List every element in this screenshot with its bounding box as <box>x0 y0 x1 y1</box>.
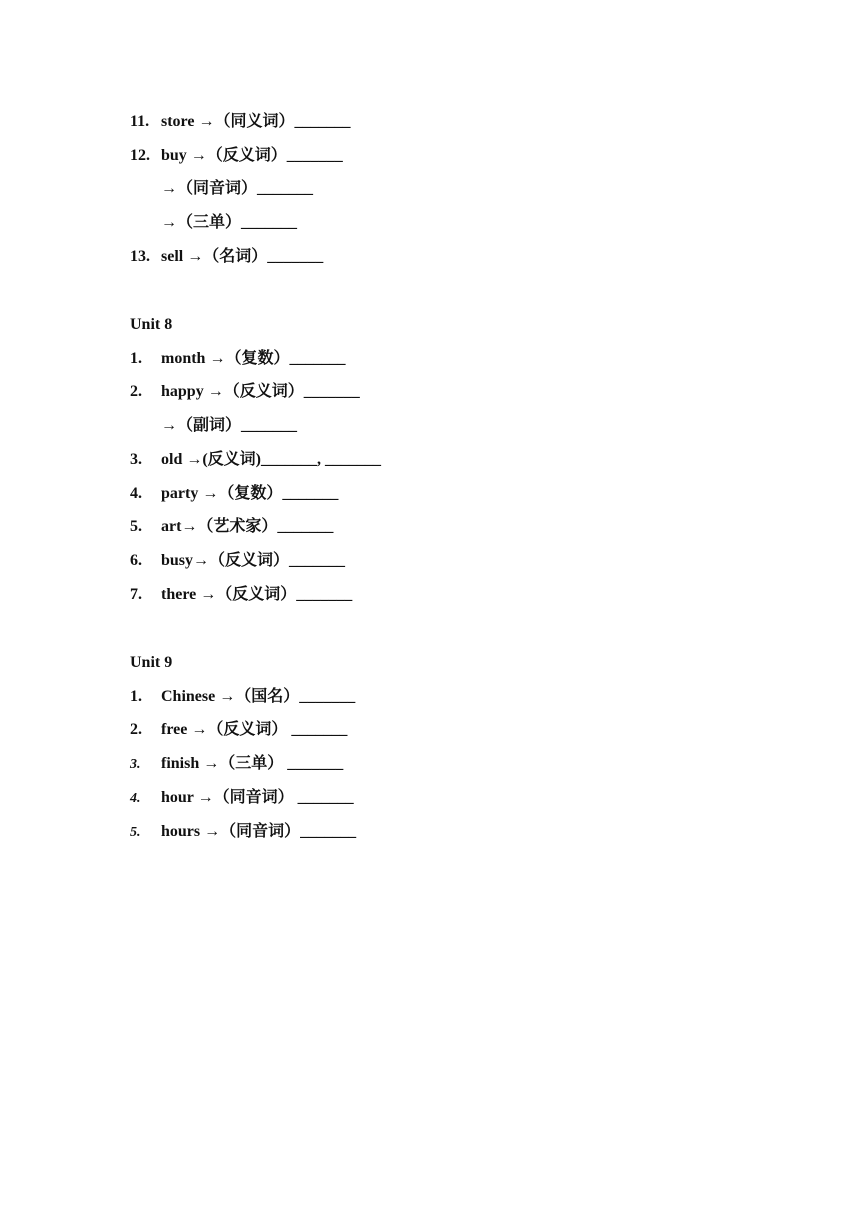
item-text: month →（复数）_______ <box>161 350 346 367</box>
item-number: 2. <box>130 721 142 738</box>
item-number: 13. <box>130 248 150 265</box>
item-text: art→（艺术家）_______ <box>161 518 334 535</box>
item-number: 4. <box>130 791 141 806</box>
item-number: 7. <box>130 586 142 603</box>
item-text: hour →（同音词） _______ <box>161 789 354 806</box>
item-text: there →（反义词）_______ <box>161 586 353 603</box>
item-text: hours →（同音词）_______ <box>161 823 357 840</box>
list-item <box>130 719 347 741</box>
item-text: Chinese →（国名）_______ <box>161 688 356 705</box>
item-text: free →（反义词） _______ <box>161 721 348 738</box>
list-item <box>130 821 356 843</box>
list-item <box>130 415 297 437</box>
list-item <box>130 348 345 370</box>
list-item <box>130 381 360 403</box>
item-number: 2. <box>130 383 142 400</box>
unit9-heading: Unit 9 <box>130 654 173 671</box>
unit8-heading: Unit 8 <box>130 316 173 333</box>
item-text: happy →（反义词）_______ <box>161 383 360 400</box>
item-text: finish →（三单） _______ <box>161 755 344 772</box>
list-item <box>130 449 381 471</box>
item-text: busy→（反义词）_______ <box>161 552 346 569</box>
item-text: →（三单）_______ <box>161 214 298 231</box>
item-text: buy →（反义词）_______ <box>161 147 343 164</box>
item-number: 5. <box>130 825 141 840</box>
item-text: party →（复数）_______ <box>161 485 339 502</box>
item-number: 1. <box>130 688 142 705</box>
item-number: 5. <box>130 518 142 535</box>
item-text: →（同音词）_______ <box>161 180 314 197</box>
item-text: sell →（名词）_______ <box>161 248 324 265</box>
item-number: 4. <box>130 485 142 502</box>
item-number: 6. <box>130 552 142 569</box>
item-text: →（副词）_______ <box>161 417 298 434</box>
list-item <box>130 145 343 167</box>
list-item <box>130 550 345 572</box>
item-number: 11. <box>130 113 150 130</box>
item-text: old →(反义词)_______, _______ <box>161 451 382 468</box>
list-item <box>130 212 297 234</box>
item-number: 3. <box>130 757 141 772</box>
item-number: 1. <box>130 350 142 367</box>
list-item <box>130 111 350 133</box>
list-item <box>130 584 352 606</box>
item-number: 3. <box>130 451 142 468</box>
list-item <box>130 787 354 809</box>
item-text: store →（同义词）_______ <box>161 113 351 130</box>
list-item <box>130 516 333 538</box>
list-item <box>130 483 338 505</box>
list-item <box>130 246 323 268</box>
list-item <box>130 686 355 708</box>
list-item <box>130 178 313 200</box>
list-item <box>130 753 343 775</box>
item-number: 12. <box>130 147 150 164</box>
